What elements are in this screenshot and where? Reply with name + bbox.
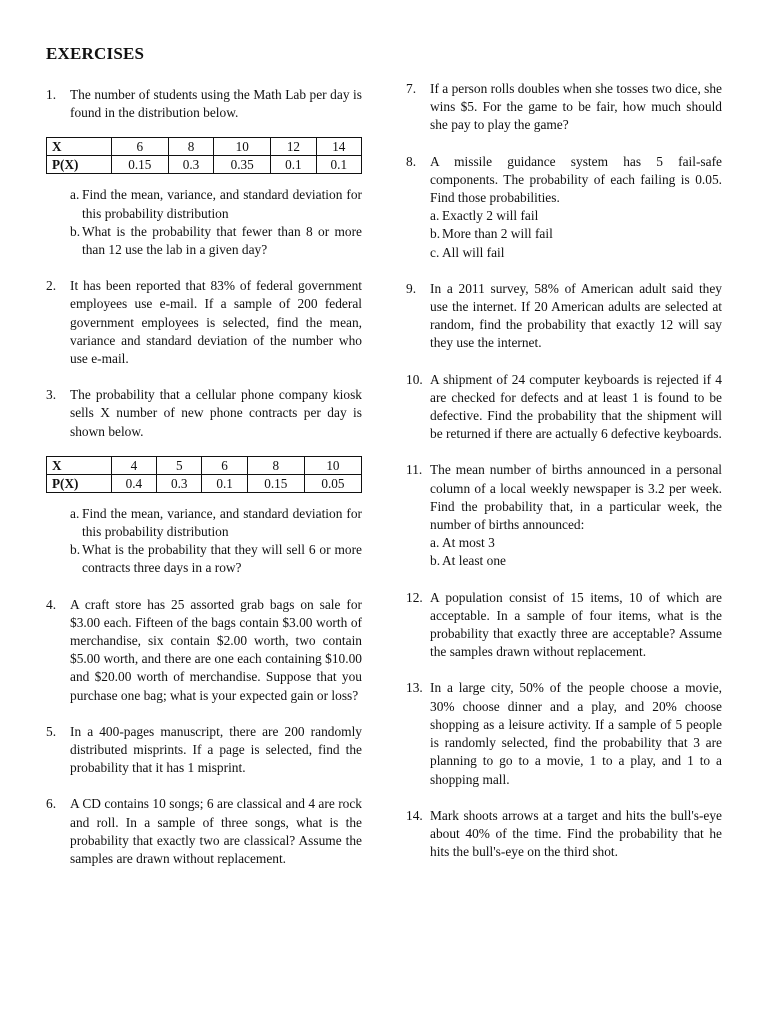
table-cell: 5: [157, 456, 202, 474]
exercise-number: 9.: [406, 280, 417, 296]
exercise-text: In a large city, 50% of the people choose a movie, 30% choose dinner and a play, and 20% choose shopping as a leisure activity. If a sample of 5 people is randomly selected, find the probability that 3 are planning to go to a movie, 1 to a play, and 1 to a shopping mall.: [430, 680, 722, 787]
table-header-x: X: [47, 456, 112, 474]
table-cell: 0.1: [271, 156, 316, 174]
exercise-14: [406, 807, 722, 862]
exercise-9: [406, 280, 722, 353]
sub-text: At most 3: [442, 535, 495, 551]
table-row: [47, 474, 362, 492]
exercise-text: It has been reported that 83% of federal government employees use e-mail. If a sample of 200 federal government employees is selected, find the mean, variance and standard deviation of the number who use e-mail.: [70, 278, 362, 367]
exercise-number: 1.: [46, 87, 57, 102]
right-column: [406, 80, 722, 879]
table-cell: 8: [168, 138, 213, 156]
table-cell: 0.3: [168, 156, 213, 174]
table-cell: 0.35: [214, 156, 271, 174]
sub-question: [430, 534, 722, 552]
table-cell: 0.1: [316, 156, 361, 174]
exercise-text: A shipment of 24 computer keyboards is rejected if 4 are checked for defects and at least 1 is found to be defective. Find the probability that the shipment will be returned if there are actually 6 defective keyboards.: [430, 371, 722, 442]
sub-label: a.: [70, 505, 80, 521]
exercise-number: 2.: [46, 278, 57, 294]
exercise-text: A population consist of 15 items, 10 of which are acceptable. In a sample of four items, what is the probability that exactly three are acceptable? Assume the samples drawn without replacement.: [430, 589, 722, 660]
exercise-text: The probability that a cellular phone company kiosk sells X number of new phone contracts per day is shown below.: [70, 387, 362, 439]
exercise-text: A CD contains 10 songs; 6 are classical and 4 are rock and roll. In a sample of three songs, what is the probability that exactly two are classical? Assume the samples are drawn without replacement.: [70, 796, 362, 867]
sub-label: c.: [430, 244, 440, 260]
sub-questions: [430, 534, 722, 570]
table-cell: 0.05: [304, 474, 361, 492]
exercise-number: 11.: [406, 462, 423, 478]
exercise-number: 14.: [406, 807, 423, 823]
distribution-table: [46, 137, 362, 174]
table-cell: 0.1: [202, 474, 247, 492]
table-cell: 6: [111, 138, 168, 156]
exercise-2: [46, 277, 362, 368]
table-cell: 0.4: [111, 474, 156, 492]
sub-label: b.: [70, 223, 81, 239]
table-header-px: P(X): [47, 156, 112, 174]
sub-label: a.: [430, 535, 440, 551]
exercise-number: 8.: [406, 153, 417, 169]
sub-question: [70, 505, 362, 541]
exercise-text: In a 400-pages manuscript, there are 200 randomly distributed misprints. If a page is selected, find the probability that it has 1 misprint.: [70, 723, 362, 776]
exercise-number: 12.: [406, 589, 423, 605]
sub-questions: [430, 207, 722, 262]
exercise-number: 7.: [406, 81, 417, 96]
exercise-number: 10.: [406, 371, 423, 387]
exercise-13: [406, 679, 722, 788]
exercise-text: A missile guidance system has 5 fail-safe components. The probability of each failing is 0.05. Find those probabilities.: [430, 153, 722, 206]
exercise-12: [406, 589, 722, 662]
exercise-number: 5.: [46, 723, 57, 739]
exercise-text: A craft store has 25 assorted grab bags on sale for $3.00 each. Fifteen of the bags contain $3.00 worth of merchandise, six contain $2.00 worth, two contain $5.00 worth, and there are one each containing $10.00 and $20.00 worth of merchandise. Suppose that you purchase one bag; what is your expected gain or loss?: [70, 596, 362, 703]
exercise-text: In a 2011 survey, 58% of American adult said they use the internet. If 20 American adults are selected at random, find the probability that exactly 12 will say they use the internet.: [430, 280, 722, 351]
exercise-number: 6.: [46, 796, 57, 812]
exercise-text: The number of students using the Math Lab per day is found in the distribution below.: [70, 87, 362, 121]
sub-text: All will fail: [442, 244, 505, 260]
table-cell: 8: [247, 456, 304, 474]
sub-text: What is the probability that fewer than 8 or more than 12 use the lab in a given day?: [82, 223, 362, 258]
exercise-number: 3.: [46, 387, 57, 403]
table-row: [47, 138, 362, 156]
table-cell: 6: [202, 456, 247, 474]
exercise-10: [406, 371, 722, 444]
sub-text: More than 2 will fail: [442, 226, 553, 242]
sub-text: Exactly 2 will fail: [442, 208, 539, 224]
table-cell: 10: [214, 138, 271, 156]
exercise-7: [406, 80, 722, 135]
table-cell: 0.3: [157, 474, 202, 492]
sub-questions: [70, 186, 362, 259]
sub-text: Find the mean, variance, and standard deviation for this probability distribution: [82, 505, 362, 540]
sub-question: [430, 225, 722, 243]
sub-questions: [70, 505, 362, 578]
exercise-5: [46, 723, 362, 778]
sub-question: [70, 223, 362, 259]
table-cell: 12: [271, 138, 316, 156]
table-header-x: X: [47, 138, 112, 156]
exercise-4: [46, 596, 362, 705]
sub-label: a.: [430, 208, 440, 224]
sub-text: At least one: [442, 553, 506, 569]
exercise-1: [46, 86, 362, 259]
exercise-text: Mark shoots arrows at a target and hits the bull's-eye about 40% of the time. Find the probability that he hits the bull's-eye on the third shot.: [430, 807, 722, 860]
sub-label: b.: [70, 542, 81, 558]
table-cell: 0.15: [247, 474, 304, 492]
table-cell: 0.15: [111, 156, 168, 174]
sub-question: [70, 186, 362, 222]
exercise-text: If a person rolls doubles when she tosses two dice, she wins $5. For the game to be fair, how much should she pay to play the game?: [430, 81, 722, 133]
table-cell: 14: [316, 138, 361, 156]
table-cell: 4: [111, 456, 156, 474]
table-row: [47, 456, 362, 474]
table-row: [47, 156, 362, 174]
sub-label: b.: [430, 226, 441, 242]
distribution-table: [46, 456, 362, 493]
sub-label: a.: [70, 187, 80, 203]
sub-label: b.: [430, 553, 441, 569]
sub-text: Find the mean, variance, and standard deviation for this probability distribution: [82, 187, 362, 221]
table-cell: 10: [304, 456, 361, 474]
sub-text: What is the probability that they will sell 6 or more contracts three days in a row?: [82, 542, 362, 576]
sub-question: [70, 541, 362, 577]
table-header-px: P(X): [47, 474, 112, 492]
exercise-number: 13.: [406, 680, 423, 696]
left-column: [46, 86, 362, 886]
exercise-6: [46, 795, 362, 868]
exercise-11: [406, 461, 722, 570]
exercise-number: 4.: [46, 596, 57, 612]
sub-question: [430, 552, 722, 570]
page-title: EXERCISES: [46, 44, 145, 63]
sub-question: [430, 244, 722, 262]
exercise-text: The mean number of births announced in a personal column of a local weekly newspaper is 3.2 per week. Find the probability that, in a particular week, the number of births announced:: [430, 462, 722, 533]
sub-question: [430, 207, 722, 225]
exercise-3: [46, 386, 362, 577]
exercise-8: [406, 153, 722, 262]
